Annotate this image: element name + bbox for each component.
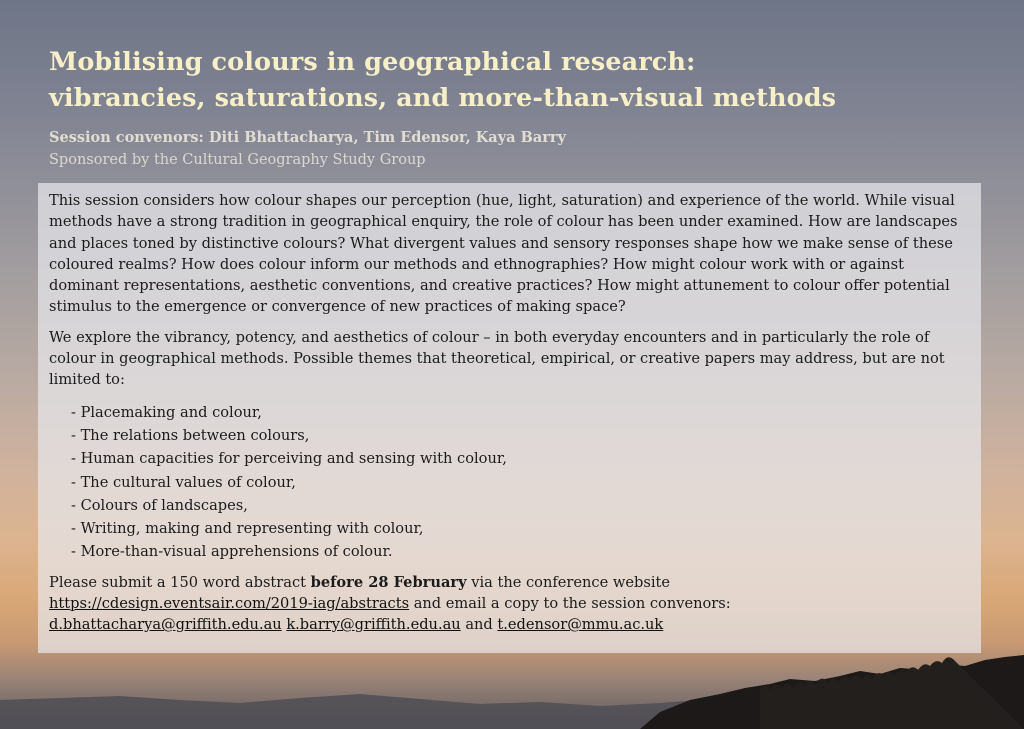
distant-ridge <box>0 694 700 729</box>
list-item: - The relations between colours, <box>71 426 310 444</box>
paragraph-intro: This session considers how colour shapes our perception (hue, light, saturation) and experience of the world. While visual methods have a strong tradition in geographical enquiry, the role of colour has been under examined. How are landscapes and places toned by distinctive colours? What divergent values and sensory responses shape how we make sense of these coloured realms? How does colour inform our methods and ethnographies? How might colour work with or against dominant representations, aesthetic conventions, and creative practices? How might attunement to colour offer potential stimulus to the emergence or convergence of new practices of making space? <box>49 192 958 316</box>
list-item: - Human capacities for perceiving and sensing with colour, <box>71 450 507 468</box>
email-link-edensor[interactable]: t.edensor@mmu.ac.uk <box>497 616 664 634</box>
title-line-2: vibrancies, saturations, and more-than-visual methods <box>49 83 837 113</box>
themes-list <box>49 401 974 564</box>
session-convenors: Session convenors: Diti Bhattacharya, Tim Edensor, Kaya Barry <box>49 129 566 146</box>
submit-middle: via the conference website <box>466 573 670 591</box>
abstract-url-link[interactable]: https://cdesign.eventsair.com/2019-iag/abstracts <box>49 595 410 613</box>
list-item: - More-than-visual apprehensions of colour. <box>71 543 393 561</box>
sponsor-line: Sponsored by the Cultural Geography Study Group <box>49 152 426 168</box>
submit-prefix: Please submit a 150 word abstract <box>49 573 311 591</box>
list-item: - The cultural values of colour, <box>71 473 296 491</box>
session-description <box>49 190 974 636</box>
email-link-barry[interactable]: k.barry@griffith.edu.au <box>286 616 461 634</box>
submit-after-url: and email a copy to the session convenors: <box>409 595 731 613</box>
list-item: - Writing, making and representing with colour, <box>71 520 424 538</box>
submit-and: and <box>460 616 498 634</box>
list-item: - Placemaking and colour, <box>71 403 262 421</box>
submission-instructions <box>49 572 974 636</box>
list-item: - Colours of landscapes, <box>71 496 248 514</box>
email-link-bhattacharya[interactable]: d.bhattacharya@griffith.edu.au <box>49 616 282 634</box>
title-line-1: Mobilising colours in geographical research: <box>49 47 696 77</box>
paragraph-themes-intro: We explore the vibrancy, potency, and aesthetics of colour – in both everyday encounters and in particularly the role of colour in geographical methods. Possible themes that theoretical, empirical, or creative papers may address, but are not limited to: <box>49 328 945 389</box>
submit-deadline: before 28 February <box>310 573 467 591</box>
page-title <box>49 44 989 116</box>
